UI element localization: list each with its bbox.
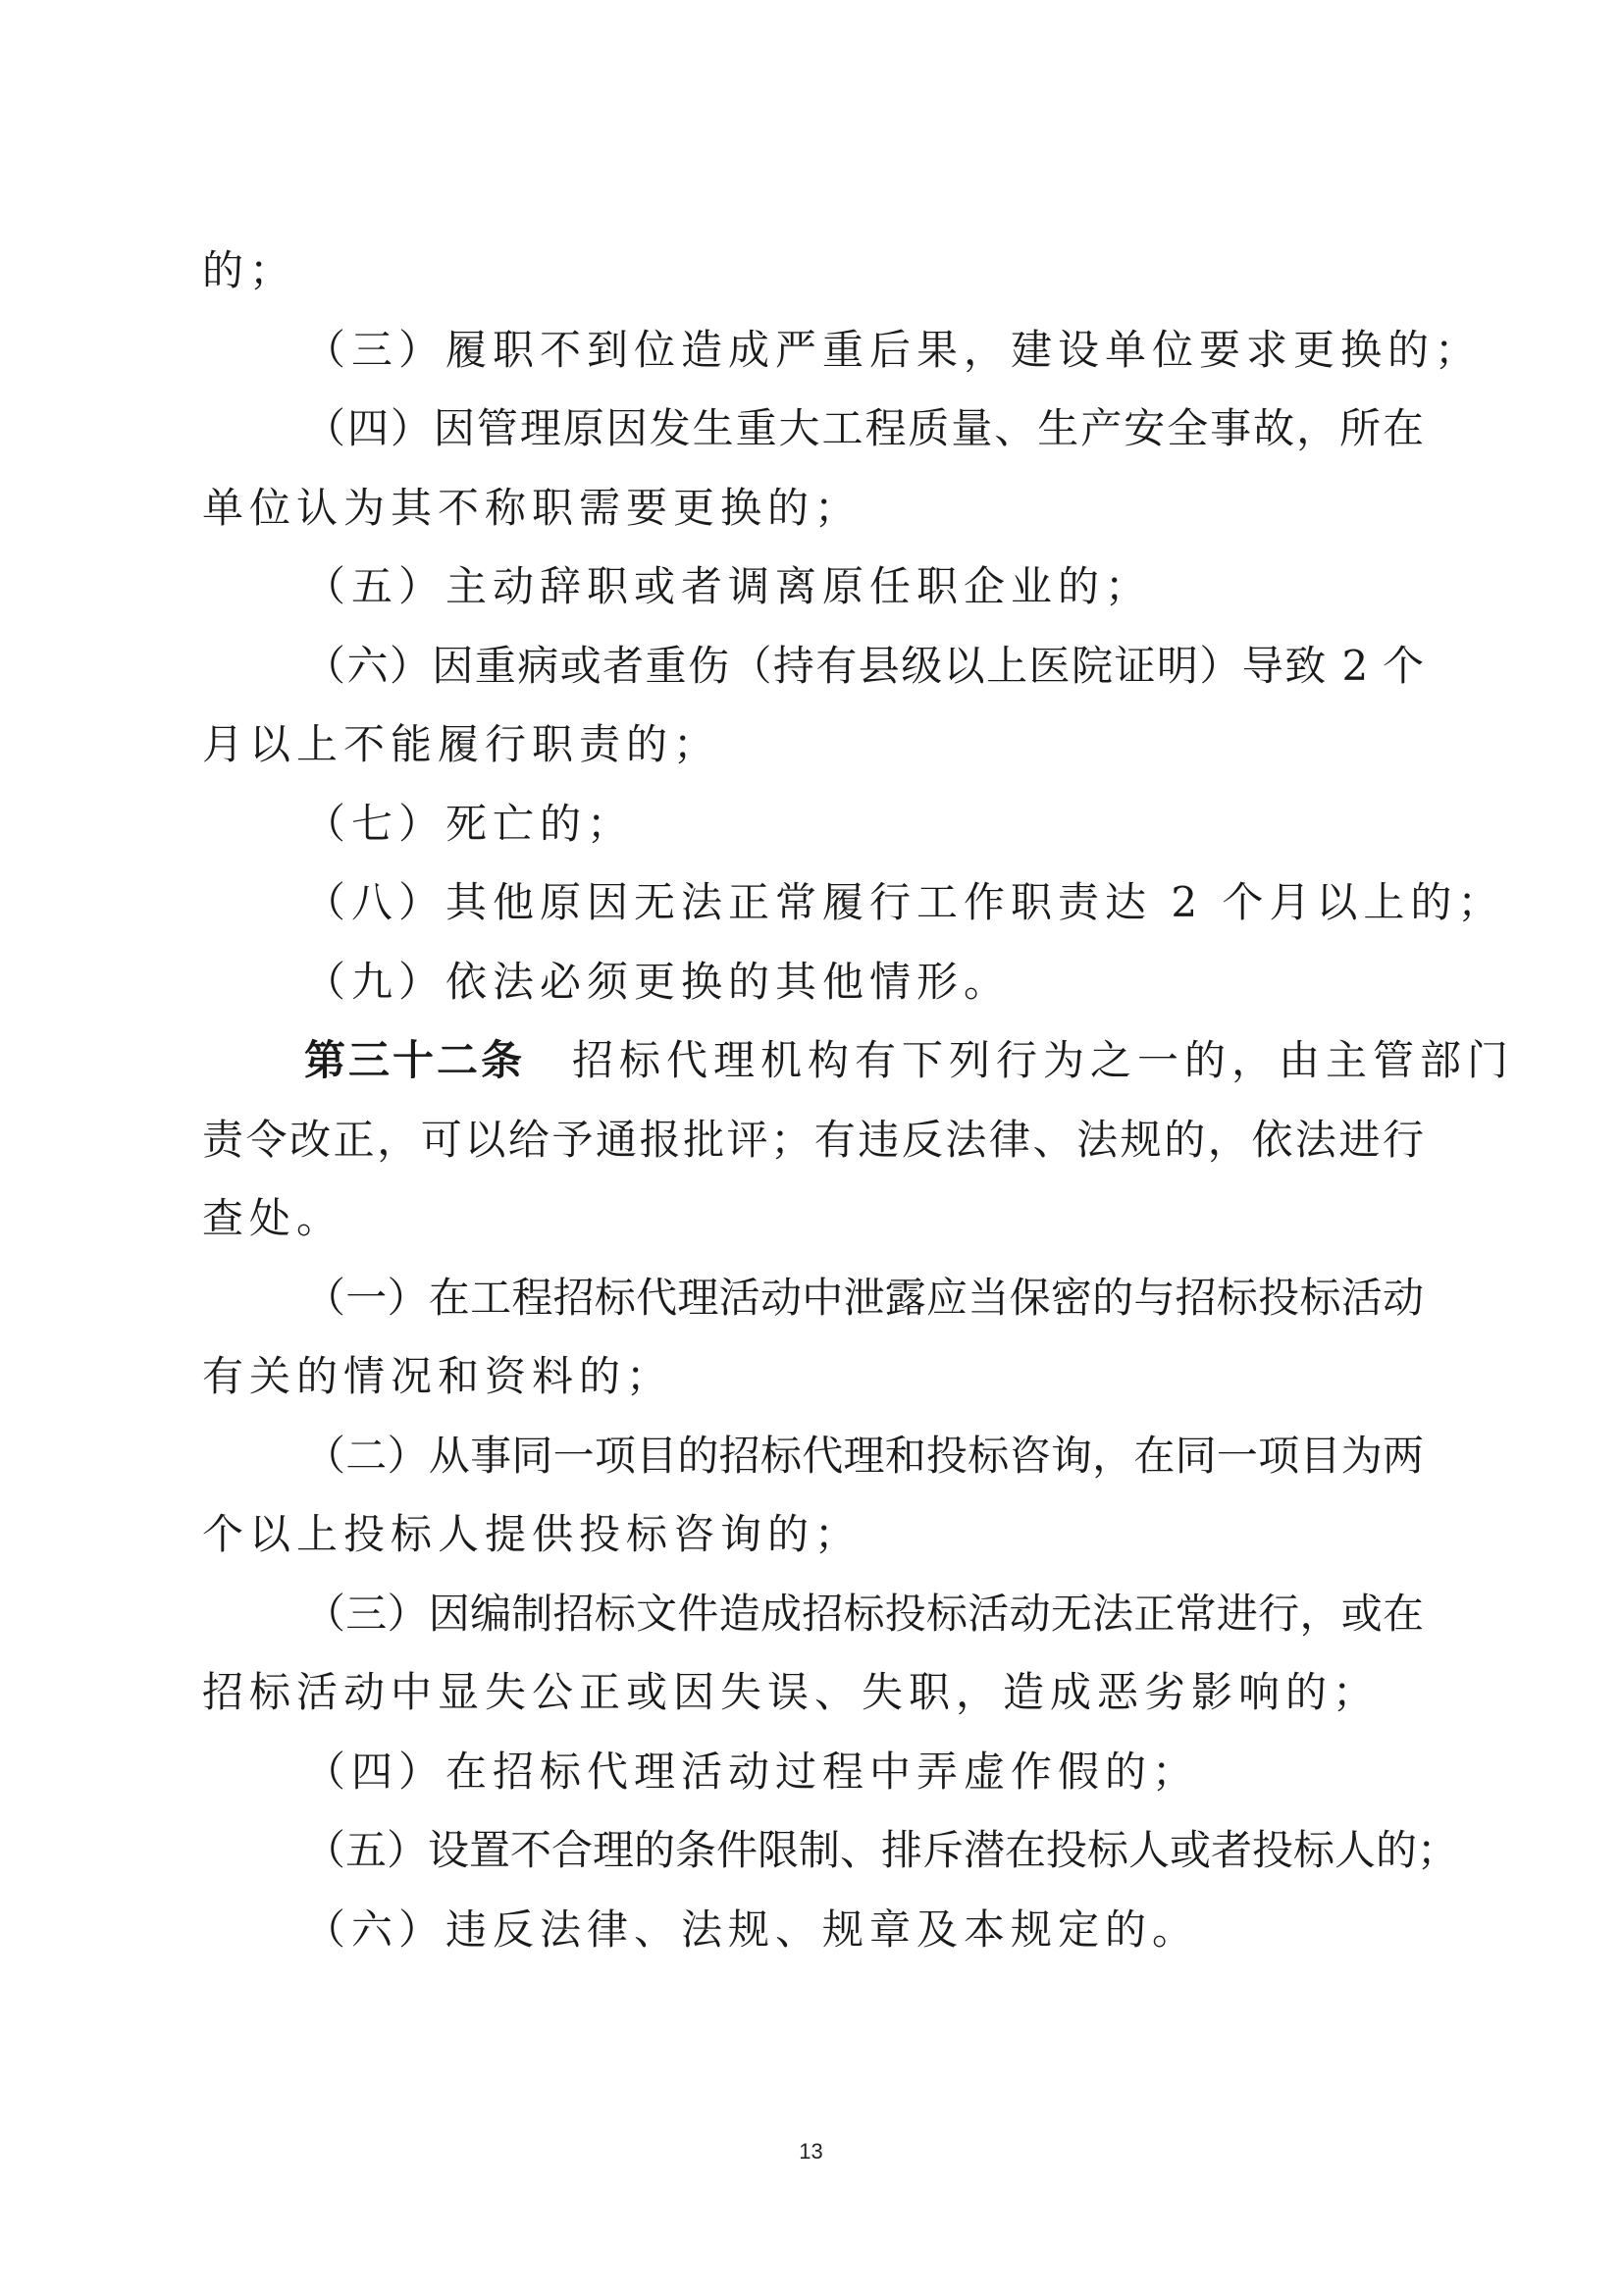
text-line: 月以上不能履行职责的； bbox=[202, 720, 721, 768]
text-line: （七）死亡的； bbox=[304, 799, 635, 848]
text-line: （六）因重病或者重伤（持有县级以上医院证明）导致 2 个 bbox=[304, 641, 1424, 690]
page-body bbox=[202, 243, 1515, 1981]
text-line: 有关的情况和资料的； bbox=[202, 1352, 674, 1400]
text-line: （五）设置不合理的条件限制、排斥潜在投标人或者投标人的； bbox=[304, 1826, 1459, 1874]
text-line: （四）在招标代理活动过程中弄虚作假的； bbox=[304, 1747, 1200, 1796]
text-line: （三）履职不到位造成严重后果，建设单位要求更换的； bbox=[304, 325, 1483, 374]
text-line: （九）依法必须更换的其他情形。 bbox=[304, 957, 1012, 1006]
text-line: （六）违反法律、法规、规章及本规定的。 bbox=[304, 1905, 1200, 1954]
preceding-list bbox=[202, 243, 1505, 1033]
article-32-body bbox=[202, 1113, 1424, 1271]
text-line: 责令改正，可以给予通报批评；有违反法律、法规的，依法进行 bbox=[202, 1115, 1424, 1164]
text-line: （八）其他原因无法正常履行工作职责达 2 个月以上的； bbox=[304, 878, 1505, 926]
article-intro-text: 招标代理机构有下列行为之一的，由主管部门 bbox=[572, 1036, 1515, 1084]
page-number: 13 bbox=[799, 2139, 823, 2164]
text-line: 个以上投标人提供投标咨询的； bbox=[202, 1510, 863, 1558]
article-32-first-line bbox=[202, 1033, 1515, 1113]
text-line: （三）因编制招标文件造成招标投标活动无法正常进行，或在 bbox=[304, 1589, 1424, 1638]
text-line: （二）从事同一项目的招标代理和投标咨询，在同一项目为两 bbox=[304, 1431, 1424, 1480]
text-line: 招标活动中显失公正或因失误、失职，造成恶劣影响的； bbox=[202, 1668, 1381, 1716]
text-line: （四）因管理原因发生重大工程质量、生产安全事故，所在 bbox=[304, 404, 1424, 452]
text-line: （五）主动辞职或者调离原任职企业的； bbox=[304, 562, 1153, 610]
text-line: （一）在工程招标代理活动中泄露应当保密的与招标投标活动 bbox=[304, 1273, 1424, 1322]
text-line: 查处。 bbox=[202, 1194, 344, 1242]
text-line: 的； bbox=[202, 246, 297, 294]
article-heading: 第三十二条 bbox=[304, 1036, 526, 1084]
article-32-items bbox=[202, 1271, 1459, 1982]
text-line: 单位认为其不称职需要更换的； bbox=[202, 483, 863, 532]
